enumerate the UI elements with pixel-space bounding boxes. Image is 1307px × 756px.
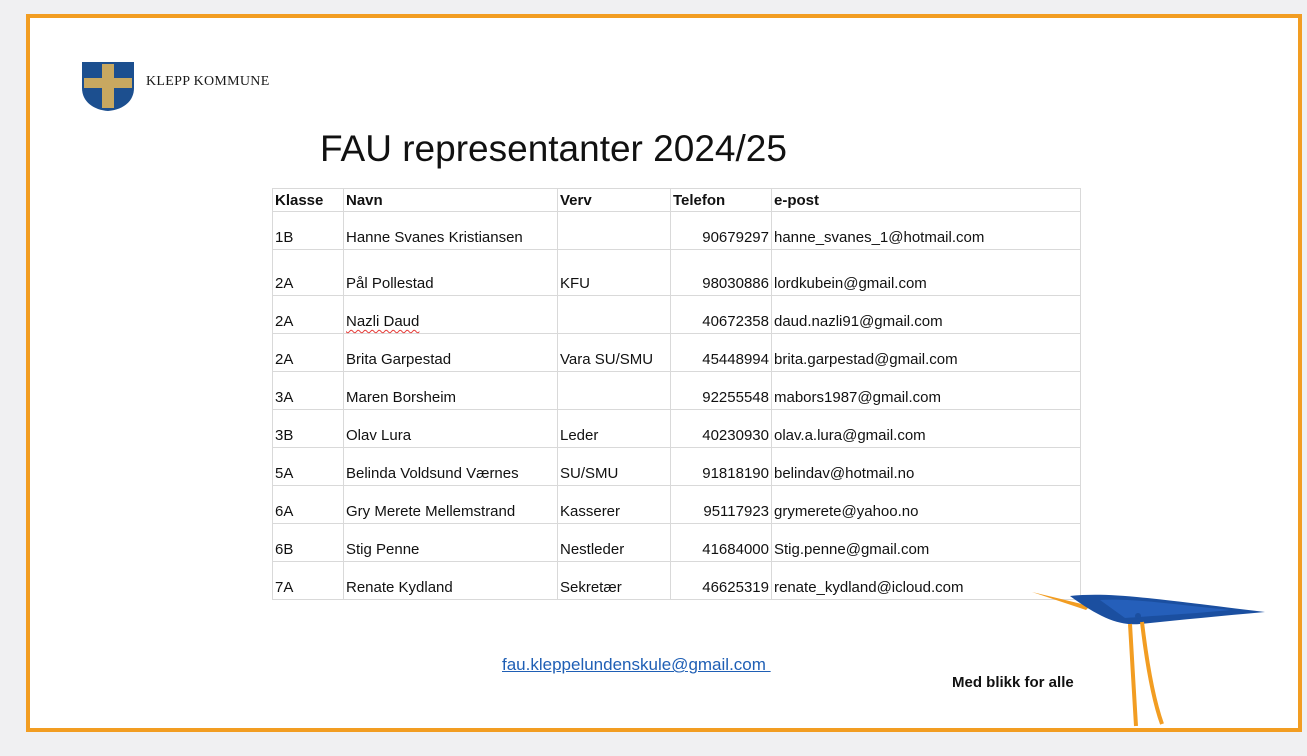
cell-klasse: 6B: [273, 524, 344, 562]
cell-telefon: 41684000: [671, 524, 772, 562]
cell-telefon: 98030886: [671, 250, 772, 296]
cell-telefon: 91818190: [671, 448, 772, 486]
table-row: [273, 524, 1081, 562]
cell-klasse: 6A: [273, 486, 344, 524]
cell-telefon: 40672358: [671, 296, 772, 334]
cell-navn: Gry Merete Mellemstrand: [344, 486, 558, 524]
logo-text: KLEPP KOMMUNE: [146, 74, 270, 89]
header-klasse: Klasse: [273, 189, 344, 212]
cell-verv: [558, 372, 671, 410]
cell-epost: Stig.penne@gmail.com: [772, 524, 1081, 562]
cell-epost: lordkubein@gmail.com: [772, 250, 1081, 296]
cell-epost: olav.a.lura@gmail.com: [772, 410, 1081, 448]
cell-epost: brita.garpestad@gmail.com: [772, 334, 1081, 372]
cell-verv: Leder: [558, 410, 671, 448]
cell-navn: Stig Penne: [344, 524, 558, 562]
cell-navn: Belinda Voldsund Værnes: [344, 448, 558, 486]
cell-navn: Pål Pollestad: [344, 250, 558, 296]
cell-telefon: 95117923: [671, 486, 772, 524]
header-navn: Navn: [344, 189, 558, 212]
cell-navn: [344, 296, 558, 334]
cell-klasse: 1B: [273, 212, 344, 250]
tagline: Med blikk for alle: [952, 674, 1074, 691]
slide: [26, 14, 1302, 732]
klepp-kommune-logo: [80, 60, 270, 112]
cell-klasse: 5A: [273, 448, 344, 486]
table-row: [273, 486, 1081, 524]
cell-klasse: 3A: [273, 372, 344, 410]
table-row: [273, 410, 1081, 448]
table-row: [273, 562, 1081, 600]
fau-table: [272, 188, 1081, 600]
cell-telefon: 45448994: [671, 334, 772, 372]
cell-verv: SU/SMU: [558, 448, 671, 486]
table-row: [273, 372, 1081, 410]
cell-navn: Hanne Svanes Kristiansen: [344, 212, 558, 250]
cell-epost: renate_kydland@icloud.com: [772, 562, 1081, 600]
cell-verv: Nestleder: [558, 524, 671, 562]
cell-verv: Sekretær: [558, 562, 671, 600]
cell-epost: hanne_svanes_1@hotmail.com: [772, 212, 1081, 250]
table-row: [273, 212, 1081, 250]
cell-klasse: 2A: [273, 296, 344, 334]
cell-verv: [558, 296, 671, 334]
table-row: [273, 296, 1081, 334]
contact-email-link[interactable]: fau.kleppelundenskule@gmail.com: [502, 655, 771, 674]
cell-epost: daud.nazli91@gmail.com: [772, 296, 1081, 334]
cell-navn: Olav Lura: [344, 410, 558, 448]
bird-illustration-icon: [1030, 586, 1270, 728]
cell-telefon: 40230930: [671, 410, 772, 448]
cell-klasse: 2A: [273, 250, 344, 296]
cell-telefon: 92255548: [671, 372, 772, 410]
cell-telefon: 46625319: [671, 562, 772, 600]
cell-verv: Vara SU/SMU: [558, 334, 671, 372]
cell-klasse: 2A: [273, 334, 344, 372]
cell-epost: grymerete@yahoo.no: [772, 486, 1081, 524]
cell-verv: KFU: [558, 250, 671, 296]
table-header-row: [273, 189, 1081, 212]
cell-navn: Maren Borsheim: [344, 372, 558, 410]
cell-navn: Brita Garpestad: [344, 334, 558, 372]
table-row: [273, 448, 1081, 486]
cell-epost: belindav@hotmail.no: [772, 448, 1081, 486]
page-title: FAU representanter 2024/25: [320, 128, 787, 169]
cell-telefon: 90679297: [671, 212, 772, 250]
table-row: [273, 334, 1081, 372]
table-row: [273, 250, 1081, 296]
header-verv: Verv: [558, 189, 671, 212]
header-epost: e-post: [772, 189, 1081, 212]
cell-klasse: 7A: [273, 562, 344, 600]
cell-navn: Renate Kydland: [344, 562, 558, 600]
header-telefon: Telefon: [671, 189, 772, 212]
coat-of-arms-icon: [80, 60, 136, 112]
cell-verv: [558, 212, 671, 250]
cell-epost: mabors1987@gmail.com: [772, 372, 1081, 410]
cell-verv: Kasserer: [558, 486, 671, 524]
spellcheck-underlined-name: Nazli Daud: [346, 313, 420, 330]
cell-klasse: 3B: [273, 410, 344, 448]
